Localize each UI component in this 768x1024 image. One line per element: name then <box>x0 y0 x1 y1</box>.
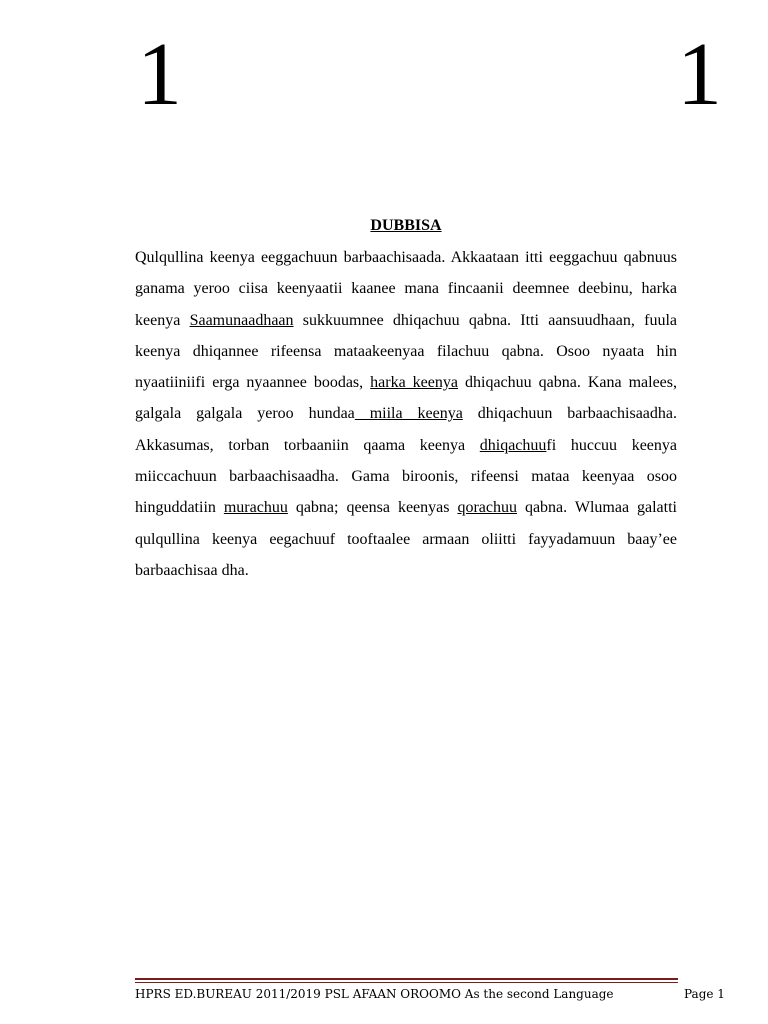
footer-text: HPRS ED.BUREAU 2011/2019 PSL AFAAN OROOMO As the second Language <box>135 987 614 1001</box>
header-number-left: 1 <box>137 25 182 124</box>
underlined-term: Saamunaadhaan <box>189 311 294 329</box>
header-number-right: 1 <box>677 25 722 124</box>
text-run: qabna; qeensa keenyas <box>287 499 458 517</box>
page-title: DUBBISA <box>370 217 442 234</box>
underlined-term: miila keenya <box>354 405 463 423</box>
text-run: dhiqachuun barbaachisaadha. Akkasumas, torban torbaaniin qaama keenya <box>135 405 678 454</box>
text-run: fi huccuu keenya miiccachuun barbaachisaadha. Gama biroonis, rifeensi mataa keenyaa osoo hinguddatiin <box>135 436 678 517</box>
underlined-term: qorachuu <box>457 499 517 517</box>
footer-rule-bottom <box>135 982 678 983</box>
body-paragraph <box>135 242 677 586</box>
footer-rule-top <box>135 978 678 980</box>
text-run: qabna. Wlumaa galatti qulqullina keenya eegachuuf tooftaalee armaan oliitti fayyadamuun baay’ee barbaachisaa dha. <box>135 499 677 579</box>
underlined-term: harka keenya <box>370 374 458 392</box>
underlined-term: murachuu <box>223 499 288 517</box>
page-number: Page 1 <box>684 987 725 1001</box>
underlined-term: dhiqachuu <box>479 436 547 454</box>
text-run: Qulqullina keenya eeggachuun barbaachisaada. Akkaataan itti eeggachuu qabnuus ganama yeroo ciisa keenyaatii kaanee mana fincaanii deemnee deebinu, harka keenya <box>135 249 677 329</box>
text-run: dhiqachuu qabna. Kana malees, galgala galgala yeroo hundaa <box>135 374 678 423</box>
text-run: sukkuumnee dhiqachuu qabna. Itti aansuudhaan, fuula keenya dhiqannee rifeensa mataakeenyaa filachuu qabna. Osoo nyaata hin nyaatiiniifi erga nyaannee boodas, <box>135 311 677 392</box>
